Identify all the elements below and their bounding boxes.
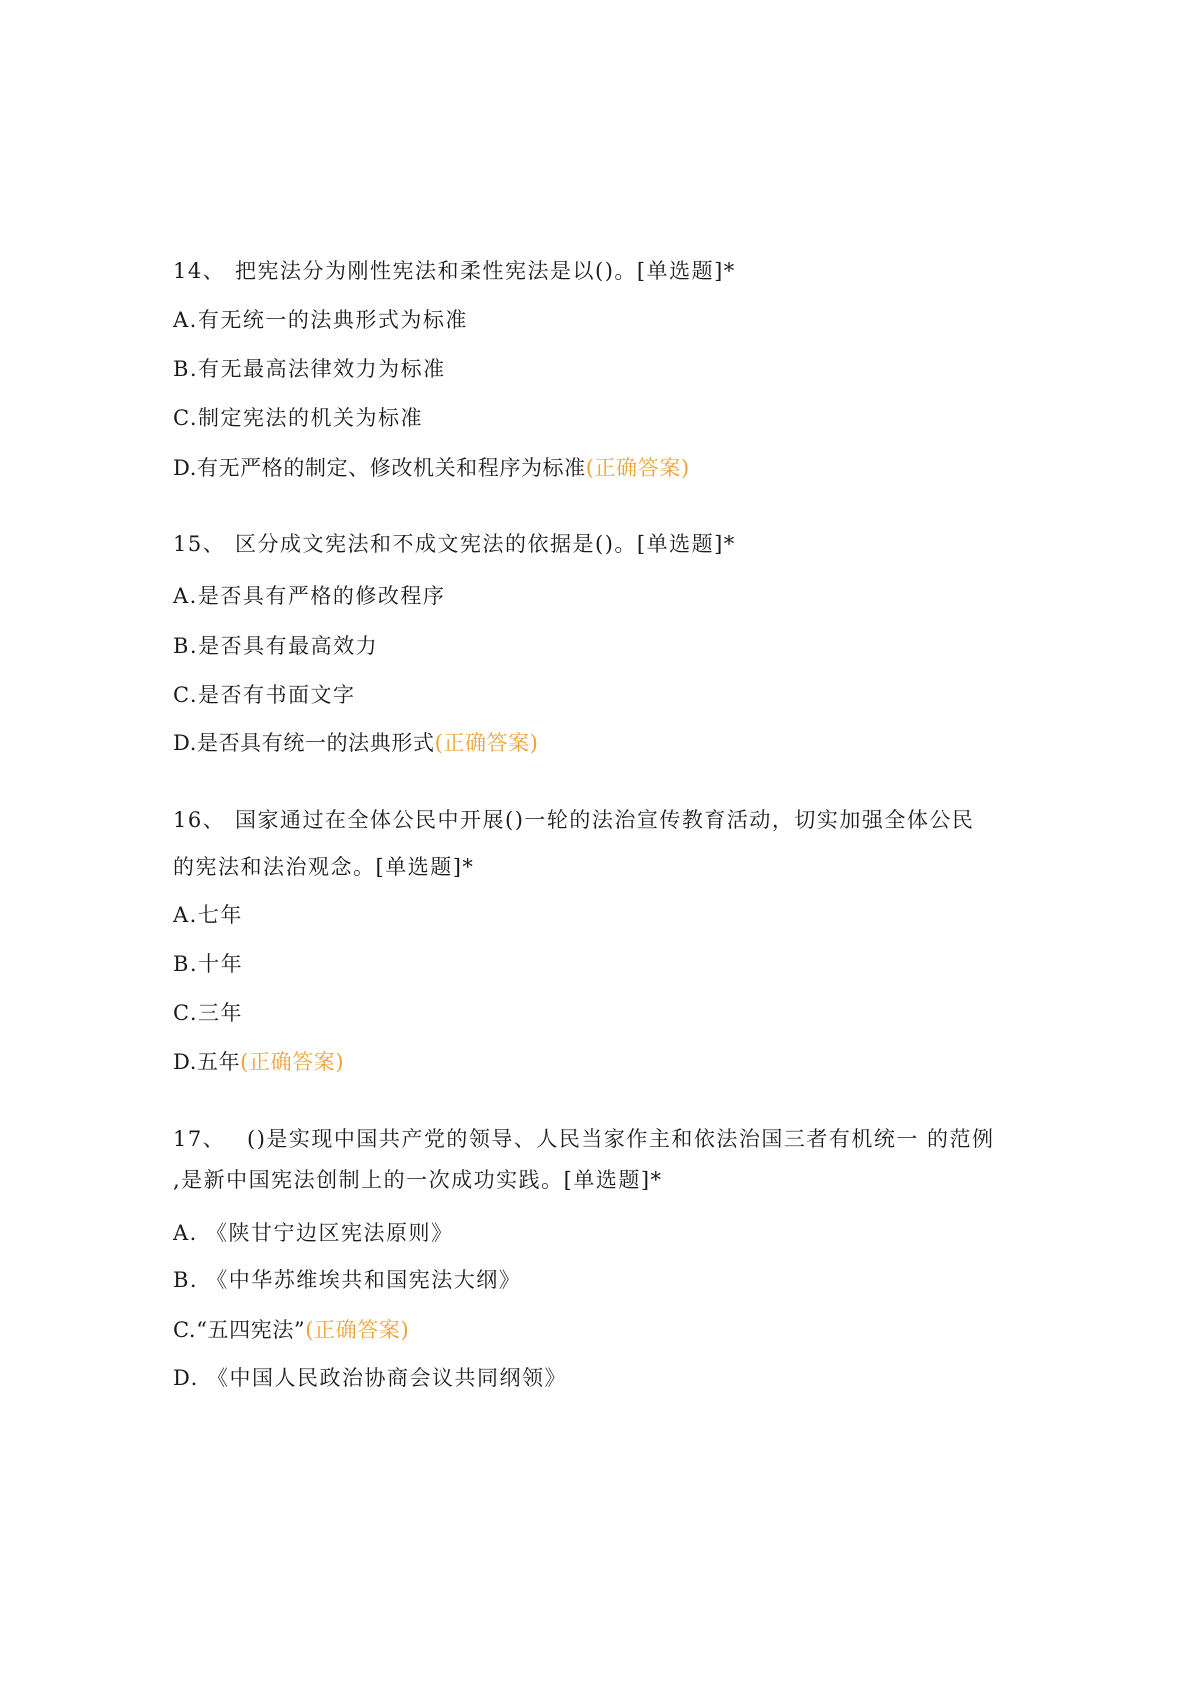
option-d: D. 《中国人民政治协商会议共同纲领》 — [173, 1366, 567, 1390]
option-b: B.是否具有最高效力 — [173, 634, 379, 658]
question-16-title — [173, 806, 974, 834]
option-d — [173, 454, 690, 482]
option-c: C.是否有书面文字 — [173, 683, 356, 707]
question-number: 15、 — [173, 532, 226, 556]
option-c: C.制定宪法的机关为标准 — [173, 406, 423, 430]
correct-answer-tag: (正确答案) — [585, 456, 690, 480]
option-b: B. 《中华苏维埃共和国宪法大纲》 — [173, 1268, 522, 1292]
option-text: D.是否具有统一的法典形式 — [173, 731, 435, 755]
question-17-title-continued: ,是新中国宪法创制上的一次成功实践。[单选题]* — [173, 1168, 663, 1192]
option-d — [173, 729, 539, 757]
option-d — [173, 1048, 344, 1076]
question-15-title — [173, 530, 736, 558]
option-a: A.七年 — [173, 903, 243, 927]
correct-answer-tag: (正确答案) — [305, 1318, 410, 1342]
correct-answer-tag: (正确答案) — [240, 1050, 345, 1074]
question-text: 把宪法分为刚性宪法和柔性宪法是以()。[单选题]* — [235, 259, 736, 283]
option-a: A.是否具有严格的修改程序 — [173, 584, 446, 608]
question-16-title-continued: 的宪法和法治观念。[单选题]* — [173, 855, 475, 879]
question-number: 16、 — [173, 808, 226, 832]
question-text: 国家通过在全体公民中开展()一轮的法治宣传教育活动，切实加强全体公民 — [235, 808, 975, 832]
option-text: C.“五四宪法” — [173, 1318, 306, 1342]
option-c: C.三年 — [173, 1001, 243, 1025]
question-17-title — [173, 1125, 995, 1153]
question-text: 区分成文宪法和不成文宪法的依据是()。[单选题]* — [235, 532, 736, 556]
option-text: D.有无严格的制定、修改机关和程序为标准 — [173, 456, 586, 480]
option-c — [173, 1316, 409, 1344]
option-a: A. 《陕甘宁边区宪法原则》 — [173, 1221, 454, 1245]
question-number: 17、 — [173, 1127, 226, 1151]
question-14-title — [173, 257, 736, 285]
option-text: D.五年 — [173, 1050, 241, 1074]
option-a: A.有无统一的法典形式为标准 — [173, 308, 468, 332]
question-number: 14、 — [173, 259, 226, 283]
correct-answer-tag: (正确答案) — [434, 731, 539, 755]
option-b: B.有无最高法律效力为标准 — [173, 357, 446, 381]
question-text: ()是实现中国共产党的领导、人民当家作主和依法治国三者有机统一 的范例 — [247, 1127, 995, 1151]
option-b: B.十年 — [173, 952, 244, 976]
